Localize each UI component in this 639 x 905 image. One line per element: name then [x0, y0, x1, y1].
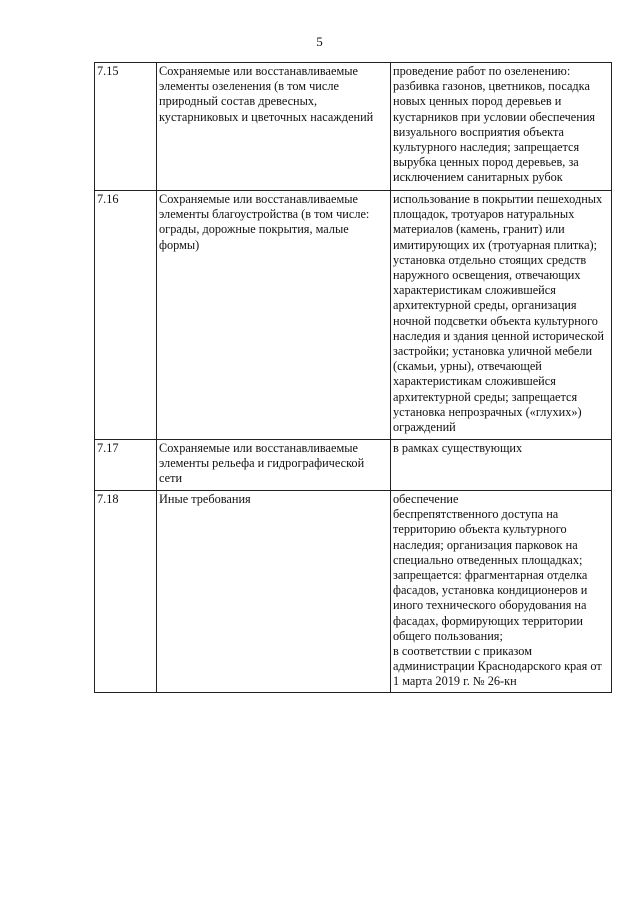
requirement-line: беспрепятственного доступа на территорию объекта культурного наследия; организация парковок на специально отведенных площадках; — [393, 507, 583, 567]
requirement-cell: в рамках существующих — [391, 440, 612, 491]
element-cell: Сохраняемые или восстанавливаемые элементы рельефа и гидрографической сети — [157, 440, 391, 491]
row-number-cell: 7.18 — [95, 491, 157, 693]
requirement-line: обеспечение — [393, 492, 459, 506]
requirement-line: запрещается: фрагментарная отделка фасадов, установка кондиционеров и иного технического оборудования на фасадах, формирующих территории общего пользования; — [393, 568, 588, 643]
requirements-table — [94, 62, 612, 693]
page-number: 5 — [316, 34, 323, 49]
table-row — [95, 440, 612, 491]
element-cell: Сохраняемые или восстанавливаемые элементы озеленения (в том числе природный состав древесных, кустарниковых и цветочных насаждений — [157, 63, 391, 191]
row-number-cell: 7.16 — [95, 191, 157, 440]
element-cell: Сохраняемые или восстанавливаемые элементы благоустройства (в том числе: ограды, дорожные покрытия, малые формы) — [157, 191, 391, 440]
element-cell: Иные требования — [157, 491, 391, 693]
row-number-cell: 7.15 — [95, 63, 157, 191]
requirement-cell: использование в покрытии пешеходных площадок, тротуаров натуральных материалов (камень, гранит) или имитирующих их (тротуарная плитка); установка отдельно стоящих средств наружного освещения, отвечающих характеристикам сложившейся архитектурной среды, организация ночной подсветки объекта культурного наследия и здания ценной исторической застройки; установка уличной мебели (скамьи, урны), отвечающей характеристикам сложившейся архитектурной среды; запрещается установка непрозрачных («глухих») ограждений — [391, 191, 612, 440]
row-number-cell: 7.17 — [95, 440, 157, 491]
requirement-line: в соответствии с приказом администрации Краснодарского края от 1 марта 2019 г. № 26-кн — [393, 644, 602, 689]
table-row — [95, 63, 612, 191]
table-row — [95, 491, 612, 693]
requirement-cell: проведение работ по озеленению: разбивка газонов, цветников, посадка новых ценных пород деревьев и кустарников при условии обеспечения визуального восприятия объекта культурного наследия; запрещается вырубка ценных пород деревьев, за исключением санитарных рубок — [391, 63, 612, 191]
table-row — [95, 191, 612, 440]
requirement-cell — [391, 491, 612, 693]
